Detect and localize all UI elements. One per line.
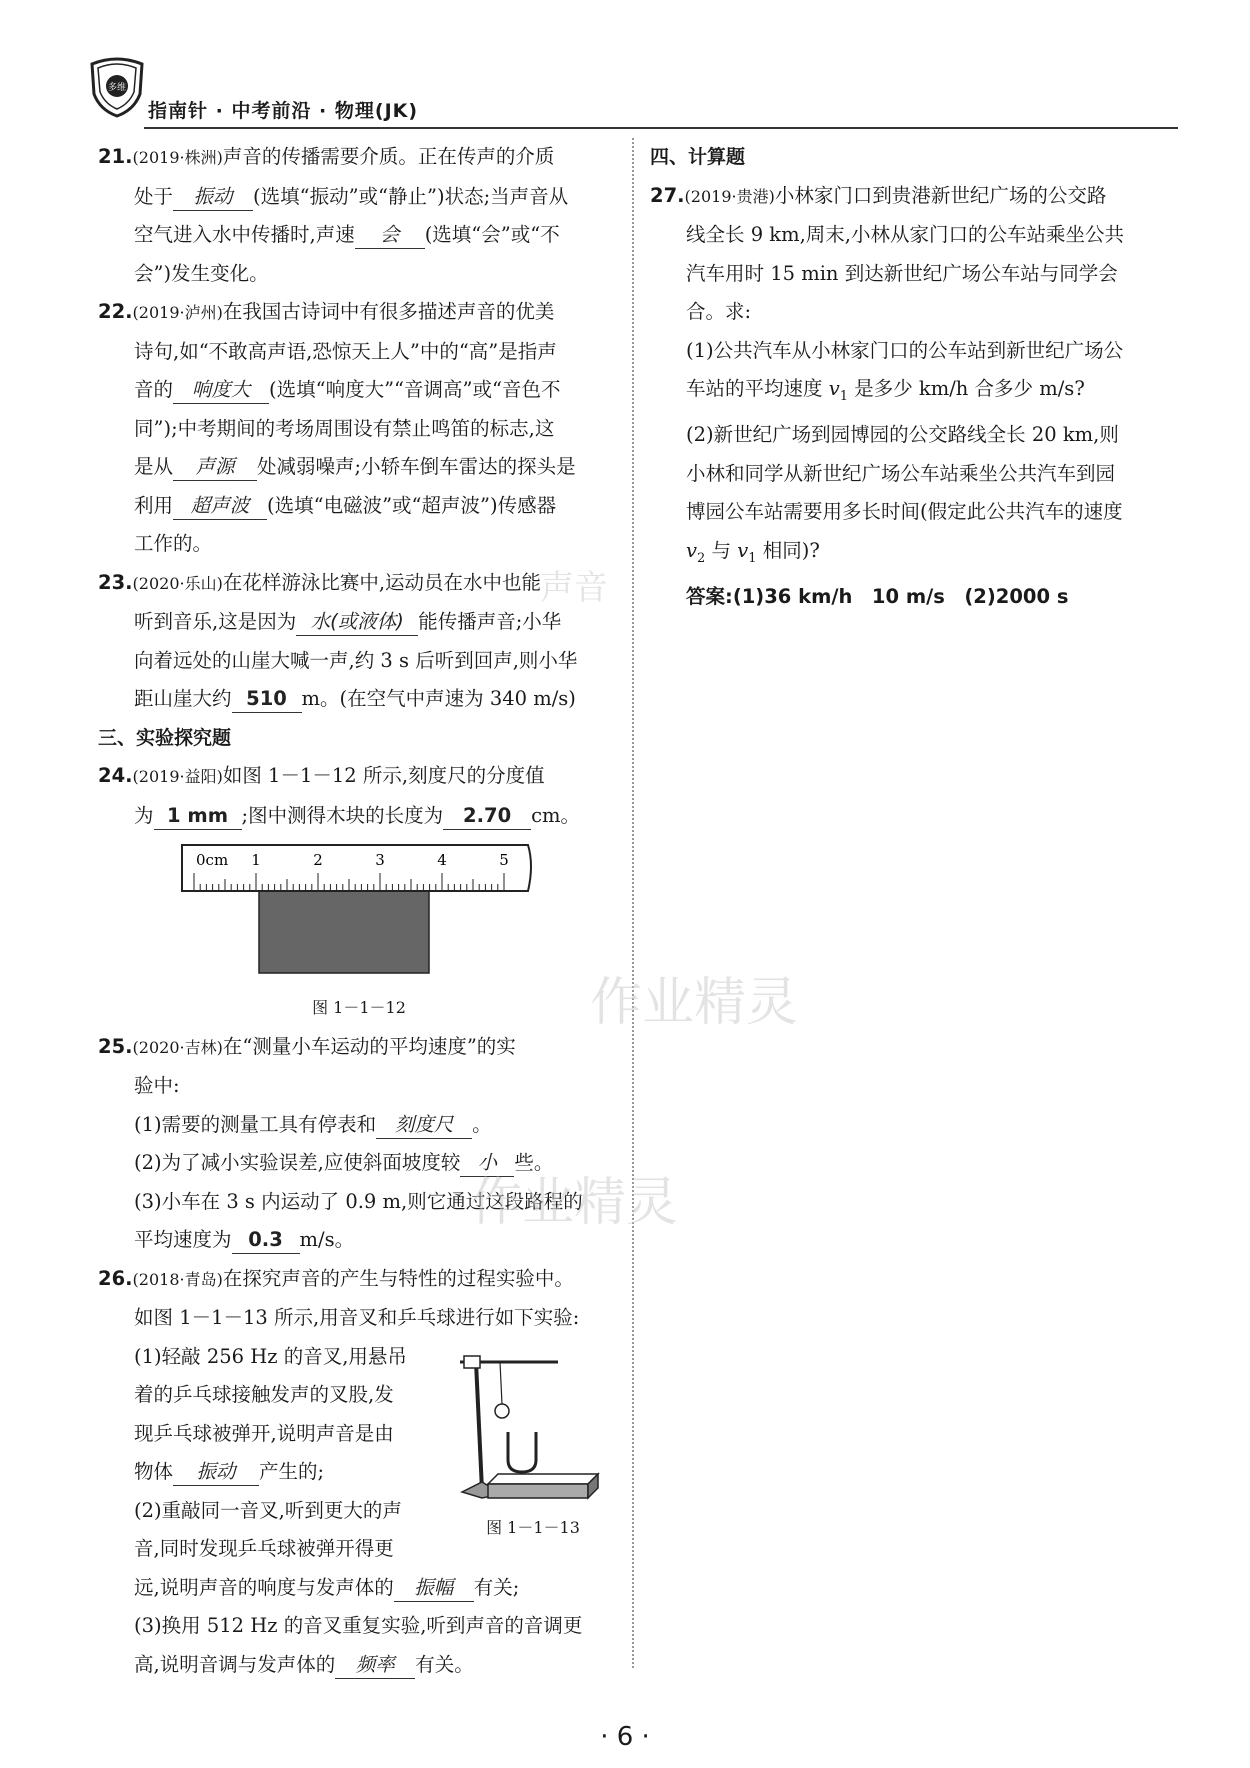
question-number: 26. — [98, 1266, 133, 1290]
answer-blank: 水(或液体) — [296, 609, 418, 636]
tuning-fork-drawing — [438, 1342, 628, 1502]
figure-caption: 图 1－1－12 — [312, 998, 406, 1017]
answer-blank: 声源 — [173, 454, 257, 481]
answer-blank: 会 — [355, 222, 425, 249]
publisher-logo-icon — [84, 54, 150, 118]
question-source: (2018·青岛) — [132, 1269, 223, 1289]
question-source: (2019·泸州) — [132, 303, 223, 322]
section-heading-calculation: 四、计算题 — [650, 146, 746, 168]
question-source: (2019·株洲) — [132, 148, 223, 167]
ruler-label-4: 4 — [437, 851, 447, 869]
question-26: 26.(2018·青岛)在探究声音的产生与特性的过程实验中。 如图 1－1－13 所示,用音叉和乒乓球进行如下实验: (1)轻敲 256 Hz 的音叉,用悬吊 着的乒乓球接触发声的叉股,发 现乒乓球被弹开,说明声音是由 物体 振动 产生的; (2)重敲同一音叉,听到更大的声 音,同时发现乒乓球被弹开得更 远,说明声音的响度与发声体的 振幅 有关; (3)换用 512 Hz 的音叉重复实验,听到声音的音调更 高,说明音调与发声体的 频率 有关。 图 1－1－13 — [98, 1260, 620, 1685]
left-column — [98, 138, 620, 1684]
section-heading-experiment: 三、实验探究题 — [98, 726, 232, 749]
answer-blank: 响度大 — [173, 377, 269, 404]
answer-blank: 刻度尺 — [376, 1112, 472, 1139]
ruler-label-2: 2 — [313, 851, 323, 869]
header-title: 指南针 · 中考前沿 · 物理(JK) — [148, 100, 419, 122]
wooden-block — [259, 887, 429, 973]
answer-blank: 0.3 — [232, 1227, 300, 1254]
right-column — [650, 138, 1170, 617]
answer-label: 答案: — [686, 585, 733, 609]
question-27: 27.(2019·贵港)小林家门口到贵港新世纪广场的公交路 线全长 9 km,周末,小林从家门口的公车站乘坐公共 汽车用时 15 min 到达新世纪广场公车站与同学会 合。求: (1)公共汽车从小林家门口的公车站到新世纪广场公 车站的平均速度 $v_1$ 是多少 km/h 合多少 m/s? (2)新世纪广场到园博园的公交路线全长 20 km,则 小林和同学从新世纪广场公车站乘坐公共汽车到园 博园公车站需要用多长时间(假定此公共汽车的速度 $v_2$ 与 $v_1$ 相同)? 答案:(1)36 km/h 10 m/s (2)2000 s — [650, 177, 1170, 617]
answer-blank: 振动 — [173, 1459, 259, 1486]
tuning-fork-figure — [438, 1342, 628, 1538]
watermark: 声音 — [540, 568, 608, 608]
answer-blank: 振动 — [173, 184, 253, 211]
header-rule — [144, 127, 1178, 129]
logo-text: 多维 — [107, 83, 127, 93]
answer-blank: 510 — [232, 686, 302, 713]
question-number: 22. — [98, 300, 133, 323]
ruler-label-1: 1 — [251, 851, 261, 869]
question-source: (2019·贵港) — [684, 186, 775, 206]
answer-blank: 小 — [460, 1150, 514, 1177]
question-source: (2020·乐山) — [132, 573, 223, 593]
watermark: 作业精灵 — [470, 1173, 679, 1233]
answer-value: (1)36 km/h 10 m/s (2)2000 s — [732, 585, 1069, 609]
answer-blank: 振幅 — [394, 1575, 474, 1602]
watermark: 作业精灵 — [590, 973, 799, 1033]
answer-blank: 1 mm — [154, 803, 242, 830]
question-number: 23. — [98, 570, 133, 594]
question-24: 24.(2019·益阳)如图 1－1－12 所示,刻度尺的分度值 为 1 mm ;图中测得木块的长度为 2.70 cm。 0cm 1 2 3 4 5 图 1－1－12 — [98, 757, 620, 1028]
figure-caption: 图 1－1－13 — [486, 1518, 580, 1537]
question-number: 24. — [98, 764, 133, 787]
ruler-label-5: 5 — [499, 851, 509, 869]
question-number: 27. — [650, 183, 685, 207]
answer-line — [650, 578, 1170, 617]
question-number: 25. — [98, 1034, 133, 1058]
question-21: 21.(2019·株洲)声音的传播需要介质。正在传声的介质 处于 振动 (选填“振动”或“静止”)状态;当声音从 空气进入水中传播时,声速 会 (选填“会”或“不 会”)发生变化。 — [98, 145, 569, 285]
answer-blank: 超声波 — [173, 493, 267, 520]
question-23: 23.(2020·乐山)在花样游泳比赛中,运动员在水中也能 听到音乐,这是因为 水(或液体) 能传播声音;小华 向着远处的山崖大喊一声,约 3 s 后听到回声,则小华 距山崖大约 510 m。(在空气中声速为 340 m/s) — [98, 564, 620, 719]
column-divider — [632, 138, 634, 1668]
answer-blank: 频率 — [335, 1652, 415, 1679]
answer-blank: 2.70 — [443, 803, 531, 830]
ruler-figure — [98, 835, 620, 981]
question-22: 22.(2019·泸州)在我国古诗词中有很多描述声音的优美 诗句,如“不敢高声语,恐惊天上人”中的“高”是指声 音的 响度大 (选填“响度大”“音调高”或“音色不 同”);中考期间的考场周围设有禁止鸣笛的标志,这 是从 声源 处减弱噪声;小轿车倒车雷达的探头是 利用 超声波 (选填“电磁波”或“超声波”)传感器 工作的。 — [98, 300, 576, 555]
question-number: 21. — [98, 145, 133, 168]
question-25: 25.(2020·吉林)在“测量小车运动的平均速度”的实 验中: (1)需要的测量工具有停表和 刻度尺 。 (2)为了减小实验误差,应使斜面坡度较 小 些。 (3)小车在 3 s 内运动了 0.9 m,则它通过这段路程的 平均速度为 0.3 m/s。 — [98, 1028, 620, 1260]
ruler-label-3: 3 — [375, 851, 385, 869]
page-header — [78, 48, 1178, 130]
question-source: (2020·吉林) — [132, 1037, 223, 1057]
ruler-label-0: 0cm — [196, 851, 229, 869]
question-source: (2019·益阳) — [132, 767, 223, 786]
page-number: · 6 · — [600, 1722, 650, 1752]
ruler-body — [182, 845, 531, 891]
